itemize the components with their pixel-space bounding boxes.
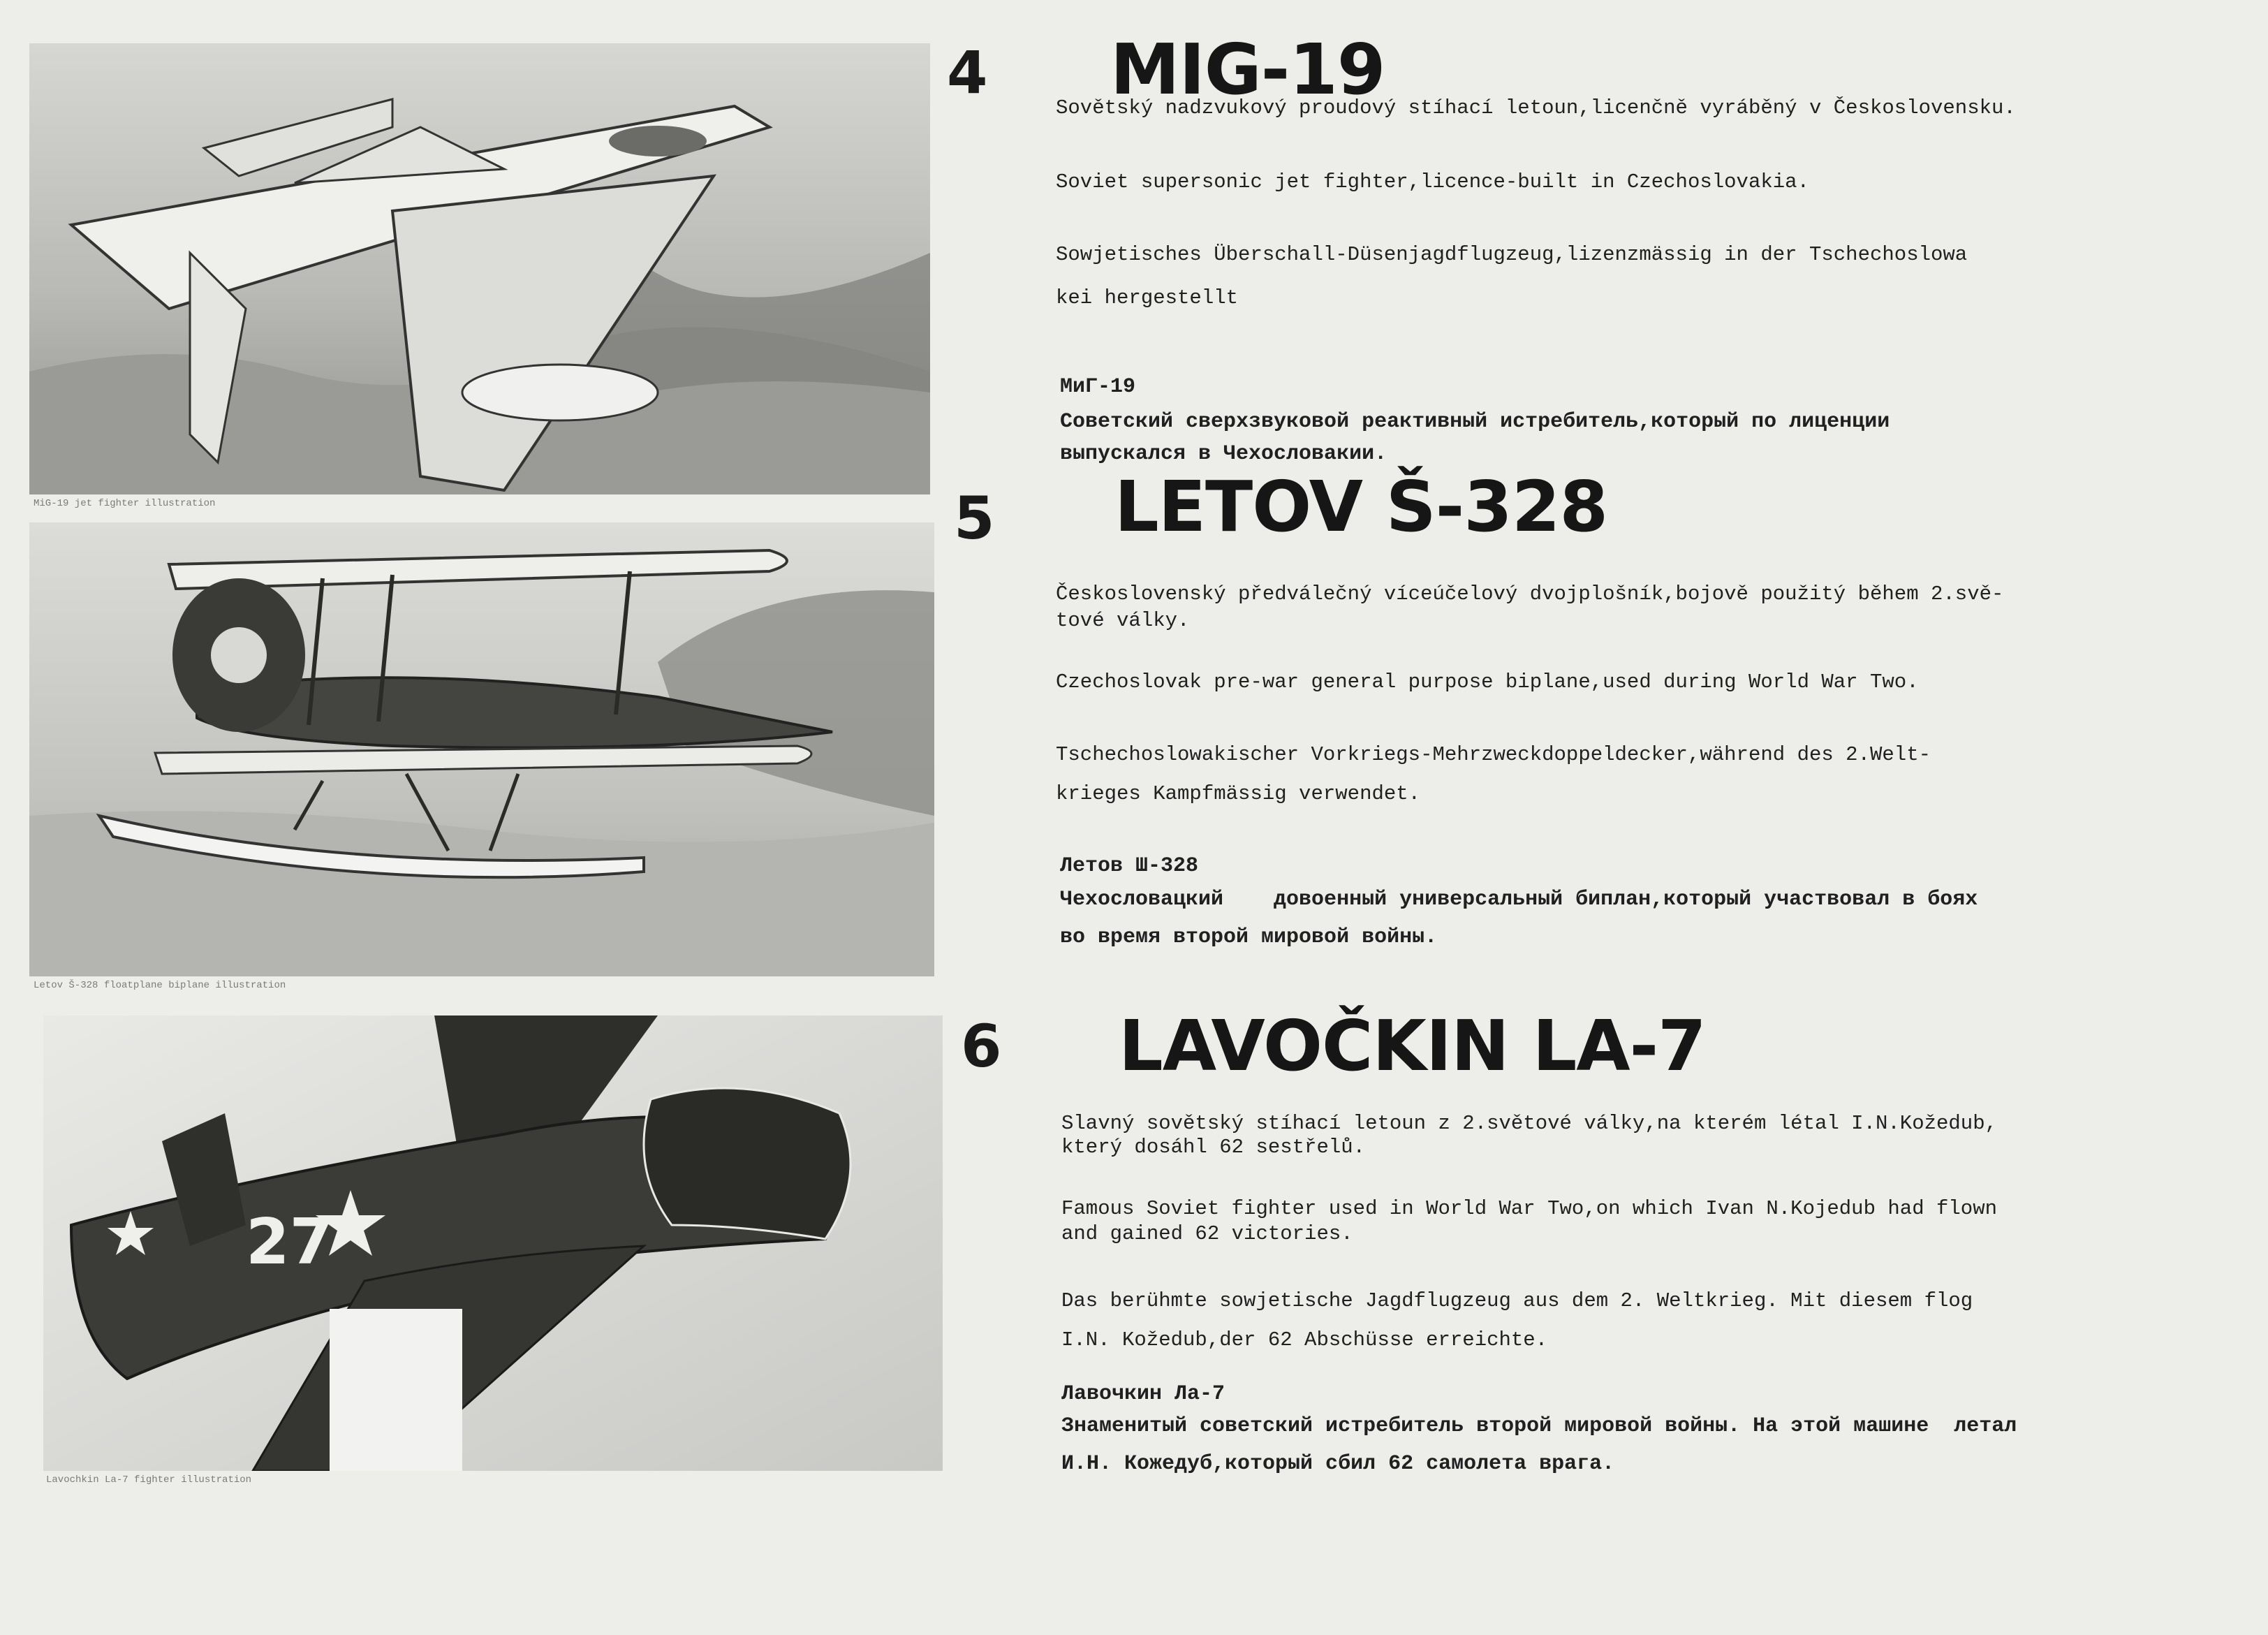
german-description-line1: Sowjetisches Überschall-Düsenjagdflugzeug,lizenzmässig in der Tschechoslowa bbox=[1056, 243, 1968, 266]
russian-description-line1: Знаменитый советский истребитель второй мировой войны. На этой машине летал bbox=[1061, 1414, 2017, 1438]
russian-description-line1: Советский сверхзвуковой реактивный истребитель,который по лиценции bbox=[1060, 410, 1890, 434]
german-description-line1: Das berühmte sowjetische Jagdflugzeug aus dem 2. Weltkrieg. Mit diesem flog bbox=[1061, 1289, 1973, 1312]
la7-illustration bbox=[43, 1016, 943, 1471]
photo-caption: Letov Š-328 floatplane biplane illustration bbox=[34, 980, 286, 991]
german-description-line2: I.N. Kožedub,der 62 Abschüsse erreichte. bbox=[1061, 1328, 1548, 1351]
russian-name: Лавочкин Ла-7 bbox=[1061, 1382, 1225, 1406]
czech-description-line2: který dosáhl 62 sestřelů. bbox=[1061, 1136, 1366, 1159]
russian-description-line2: во время второй мировой войны. bbox=[1060, 925, 1438, 949]
czech-description-line2: tové války. bbox=[1056, 609, 1190, 632]
english-description-line2: and gained 62 victories. bbox=[1061, 1222, 1353, 1245]
german-description-line1: Tschechoslowakischer Vorkriegs-Mehrzweckdoppeldecker,während des 2.Welt- bbox=[1056, 743, 1931, 766]
photo-caption: MiG-19 jet fighter illustration bbox=[34, 498, 216, 509]
german-description-line2: krieges Kampfmässig verwendet. bbox=[1056, 782, 1421, 805]
english-description: Czechoslovak pre-war general purpose biplane,used during World War Two. bbox=[1056, 670, 1919, 694]
photo-caption: Lavochkin La-7 fighter illustration bbox=[46, 1474, 252, 1486]
czech-description: Sovětský nadzvukový proudový stíhací letoun,licenčně vyráběný v Československu. bbox=[1056, 96, 2016, 119]
letov-s328-illustration bbox=[29, 522, 934, 976]
russian-name: МиГ-19 bbox=[1060, 375, 1136, 399]
german-description-line2: kei hergestellt bbox=[1056, 286, 1239, 309]
czech-description-line1: Československý předválečný víceúčelový dvojplošník,bojově použitý během 2.svě- bbox=[1056, 582, 2004, 606]
section-title: MIG-19 bbox=[1110, 29, 1385, 110]
mig19-illustration bbox=[29, 43, 930, 494]
section-title: LETOV Š-328 bbox=[1114, 466, 1608, 548]
english-description: Soviet supersonic jet fighter,licence-built in Czechoslovakia. bbox=[1056, 170, 1809, 193]
russian-description-line1: Чехословацкий довоенный универсальный биплан,который участвовал в боях bbox=[1060, 888, 1978, 911]
russian-description-line2: И.Н. Кожедуб,который сбил 62 самолета врага. bbox=[1061, 1452, 1615, 1476]
russian-name: Летов Ш-328 bbox=[1060, 854, 1199, 878]
russian-description-line2: выпускался в Чехословакии. bbox=[1060, 442, 1387, 466]
section-number: 5 bbox=[954, 484, 995, 552]
plane-marking: 27 bbox=[246, 1205, 334, 1279]
section-number: 4 bbox=[947, 38, 988, 107]
section-number: 6 bbox=[961, 1012, 1002, 1080]
section-title: LAVOČKIN LA-7 bbox=[1119, 1005, 1706, 1087]
czech-description-line1: Slavný sovětský stíhací letoun z 2.světové války,na kterém létal I.N.Kožedub, bbox=[1061, 1112, 1998, 1135]
english-description-line1: Famous Soviet fighter used in World War Two,on which Ivan N.Kojedub had flown bbox=[1061, 1197, 1998, 1220]
